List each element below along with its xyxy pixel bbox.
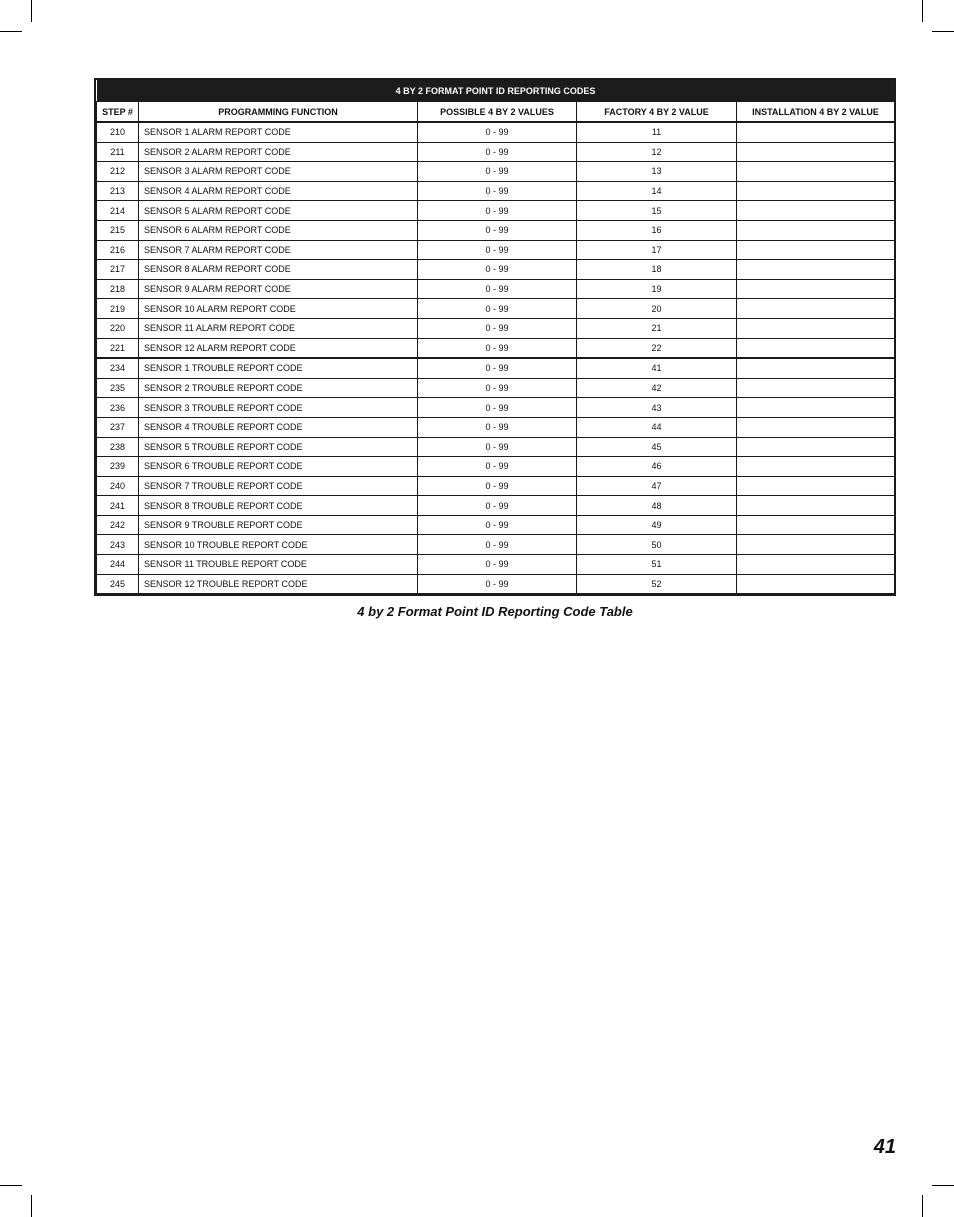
factory-value-cell: 14 bbox=[577, 181, 737, 201]
possible-values-cell: 0 - 99 bbox=[418, 142, 577, 162]
factory-value-cell: 48 bbox=[577, 496, 737, 516]
factory-value-cell: 18 bbox=[577, 260, 737, 280]
table-row bbox=[97, 457, 895, 477]
possible-values-cell: 0 - 99 bbox=[418, 515, 577, 535]
function-cell: SENSOR 7 ALARM REPORT CODE bbox=[139, 240, 418, 260]
step-cell: 245 bbox=[97, 574, 139, 594]
function-cell: SENSOR 8 ALARM REPORT CODE bbox=[139, 260, 418, 280]
installation-value-cell bbox=[737, 457, 895, 477]
table-row bbox=[97, 535, 895, 555]
function-cell: SENSOR 4 TROUBLE REPORT CODE bbox=[139, 417, 418, 437]
installation-value-cell bbox=[737, 260, 895, 280]
function-cell: SENSOR 5 ALARM REPORT CODE bbox=[139, 201, 418, 221]
factory-value-cell: 49 bbox=[577, 515, 737, 535]
function-cell: SENSOR 2 TROUBLE REPORT CODE bbox=[139, 378, 418, 398]
installation-value-cell bbox=[737, 496, 895, 516]
crop-mark bbox=[0, 1185, 22, 1186]
installation-value-cell bbox=[737, 162, 895, 182]
possible-values-cell: 0 - 99 bbox=[418, 378, 577, 398]
step-cell: 215 bbox=[97, 220, 139, 240]
table-row bbox=[97, 398, 895, 418]
function-cell: SENSOR 12 TROUBLE REPORT CODE bbox=[139, 574, 418, 594]
factory-value-cell: 43 bbox=[577, 398, 737, 418]
table-row bbox=[97, 220, 895, 240]
possible-values-cell: 0 - 99 bbox=[418, 457, 577, 477]
possible-values-cell: 0 - 99 bbox=[418, 240, 577, 260]
factory-value-cell: 17 bbox=[577, 240, 737, 260]
factory-value-cell: 50 bbox=[577, 535, 737, 555]
step-cell: 220 bbox=[97, 318, 139, 338]
installation-value-cell bbox=[737, 279, 895, 299]
possible-values-cell: 0 - 99 bbox=[418, 338, 577, 358]
function-cell: SENSOR 1 TROUBLE REPORT CODE bbox=[139, 358, 418, 378]
function-cell: SENSOR 6 ALARM REPORT CODE bbox=[139, 220, 418, 240]
function-cell: SENSOR 1 ALARM REPORT CODE bbox=[139, 122, 418, 142]
possible-values-cell: 0 - 99 bbox=[418, 181, 577, 201]
table-row bbox=[97, 122, 895, 142]
step-cell: 241 bbox=[97, 496, 139, 516]
function-cell: SENSOR 6 TROUBLE REPORT CODE bbox=[139, 457, 418, 477]
step-cell: 216 bbox=[97, 240, 139, 260]
step-cell: 234 bbox=[97, 358, 139, 378]
column-header-factory: FACTORY 4 BY 2 VALUE bbox=[577, 102, 737, 123]
table-row bbox=[97, 181, 895, 201]
factory-value-cell: 11 bbox=[577, 122, 737, 142]
installation-value-cell bbox=[737, 240, 895, 260]
factory-value-cell: 44 bbox=[577, 417, 737, 437]
installation-value-cell bbox=[737, 122, 895, 142]
crop-mark bbox=[932, 1185, 954, 1186]
crop-mark bbox=[0, 31, 22, 32]
factory-value-cell: 51 bbox=[577, 555, 737, 575]
installation-value-cell bbox=[737, 142, 895, 162]
possible-values-cell: 0 - 99 bbox=[418, 122, 577, 142]
factory-value-cell: 15 bbox=[577, 201, 737, 221]
possible-values-cell: 0 - 99 bbox=[418, 220, 577, 240]
possible-values-cell: 0 - 99 bbox=[418, 201, 577, 221]
table-row bbox=[97, 555, 895, 575]
step-cell: 213 bbox=[97, 181, 139, 201]
installation-value-cell bbox=[737, 476, 895, 496]
possible-values-cell: 0 - 99 bbox=[418, 555, 577, 575]
table-row bbox=[97, 437, 895, 457]
column-header-function: PROGRAMMING FUNCTION bbox=[139, 102, 418, 123]
possible-values-cell: 0 - 99 bbox=[418, 437, 577, 457]
column-header-installation: INSTALLATION 4 BY 2 VALUE bbox=[737, 102, 895, 123]
step-cell: 214 bbox=[97, 201, 139, 221]
installation-value-cell bbox=[737, 181, 895, 201]
crop-mark bbox=[922, 0, 923, 22]
possible-values-cell: 0 - 99 bbox=[418, 476, 577, 496]
step-cell: 211 bbox=[97, 142, 139, 162]
table-title: 4 BY 2 FORMAT POINT ID REPORTING CODES bbox=[97, 80, 895, 102]
installation-value-cell bbox=[737, 515, 895, 535]
crop-mark bbox=[932, 31, 954, 32]
function-cell: SENSOR 9 ALARM REPORT CODE bbox=[139, 279, 418, 299]
table-row bbox=[97, 574, 895, 594]
possible-values-cell: 0 - 99 bbox=[418, 535, 577, 555]
function-cell: SENSOR 3 ALARM REPORT CODE bbox=[139, 162, 418, 182]
step-cell: 244 bbox=[97, 555, 139, 575]
table-row bbox=[97, 279, 895, 299]
table-row bbox=[97, 338, 895, 358]
step-cell: 235 bbox=[97, 378, 139, 398]
step-cell: 237 bbox=[97, 417, 139, 437]
possible-values-cell: 0 - 99 bbox=[418, 398, 577, 418]
factory-value-cell: 19 bbox=[577, 279, 737, 299]
factory-value-cell: 20 bbox=[577, 299, 737, 319]
factory-value-cell: 41 bbox=[577, 358, 737, 378]
function-cell: SENSOR 7 TROUBLE REPORT CODE bbox=[139, 476, 418, 496]
table-row bbox=[97, 299, 895, 319]
factory-value-cell: 22 bbox=[577, 338, 737, 358]
step-cell: 217 bbox=[97, 260, 139, 280]
possible-values-cell: 0 - 99 bbox=[418, 417, 577, 437]
factory-value-cell: 52 bbox=[577, 574, 737, 594]
installation-value-cell bbox=[737, 338, 895, 358]
function-cell: SENSOR 2 ALARM REPORT CODE bbox=[139, 142, 418, 162]
crop-mark bbox=[922, 1195, 923, 1217]
step-cell: 212 bbox=[97, 162, 139, 182]
installation-value-cell bbox=[737, 398, 895, 418]
table-row bbox=[97, 417, 895, 437]
function-cell: SENSOR 12 ALARM REPORT CODE bbox=[139, 338, 418, 358]
installation-value-cell bbox=[737, 417, 895, 437]
installation-value-cell bbox=[737, 574, 895, 594]
table-row bbox=[97, 142, 895, 162]
installation-value-cell bbox=[737, 437, 895, 457]
table-body bbox=[97, 122, 895, 594]
possible-values-cell: 0 - 99 bbox=[418, 162, 577, 182]
installation-value-cell bbox=[737, 378, 895, 398]
factory-value-cell: 46 bbox=[577, 457, 737, 477]
installation-value-cell bbox=[737, 555, 895, 575]
table-row bbox=[97, 358, 895, 378]
step-cell: 238 bbox=[97, 437, 139, 457]
table-caption: 4 by 2 Format Point ID Reporting Code Table bbox=[357, 604, 633, 619]
factory-value-cell: 16 bbox=[577, 220, 737, 240]
factory-value-cell: 21 bbox=[577, 318, 737, 338]
table-row bbox=[97, 476, 895, 496]
function-cell: SENSOR 11 TROUBLE REPORT CODE bbox=[139, 555, 418, 575]
factory-value-cell: 42 bbox=[577, 378, 737, 398]
table-row bbox=[97, 496, 895, 516]
installation-value-cell bbox=[737, 318, 895, 338]
step-cell: 219 bbox=[97, 299, 139, 319]
reporting-codes-table bbox=[94, 78, 896, 596]
possible-values-cell: 0 - 99 bbox=[418, 260, 577, 280]
possible-values-cell: 0 - 99 bbox=[418, 299, 577, 319]
installation-value-cell bbox=[737, 299, 895, 319]
function-cell: SENSOR 4 ALARM REPORT CODE bbox=[139, 181, 418, 201]
step-cell: 242 bbox=[97, 515, 139, 535]
crop-mark bbox=[31, 1195, 32, 1217]
installation-value-cell bbox=[737, 535, 895, 555]
table-row bbox=[97, 162, 895, 182]
step-cell: 210 bbox=[97, 122, 139, 142]
step-cell: 221 bbox=[97, 338, 139, 358]
step-cell: 218 bbox=[97, 279, 139, 299]
function-cell: SENSOR 8 TROUBLE REPORT CODE bbox=[139, 496, 418, 516]
function-cell: SENSOR 9 TROUBLE REPORT CODE bbox=[139, 515, 418, 535]
column-header-possible: POSSIBLE 4 BY 2 VALUES bbox=[418, 102, 577, 123]
function-cell: SENSOR 5 TROUBLE REPORT CODE bbox=[139, 437, 418, 457]
function-cell: SENSOR 10 TROUBLE REPORT CODE bbox=[139, 535, 418, 555]
table-row bbox=[97, 515, 895, 535]
factory-value-cell: 45 bbox=[577, 437, 737, 457]
step-cell: 240 bbox=[97, 476, 139, 496]
installation-value-cell bbox=[737, 201, 895, 221]
function-cell: SENSOR 3 TROUBLE REPORT CODE bbox=[139, 398, 418, 418]
table-row bbox=[97, 240, 895, 260]
step-cell: 236 bbox=[97, 398, 139, 418]
table-row bbox=[97, 201, 895, 221]
crop-mark bbox=[31, 0, 32, 22]
step-cell: 239 bbox=[97, 457, 139, 477]
function-cell: SENSOR 10 ALARM REPORT CODE bbox=[139, 299, 418, 319]
table-row bbox=[97, 260, 895, 280]
table-row bbox=[97, 318, 895, 338]
installation-value-cell bbox=[737, 220, 895, 240]
installation-value-cell bbox=[737, 358, 895, 378]
step-cell: 243 bbox=[97, 535, 139, 555]
page-number: 41 bbox=[873, 1136, 896, 1158]
factory-value-cell: 47 bbox=[577, 476, 737, 496]
table-row bbox=[97, 378, 895, 398]
column-header-step: STEP # bbox=[97, 102, 139, 123]
factory-value-cell: 13 bbox=[577, 162, 737, 182]
possible-values-cell: 0 - 99 bbox=[418, 358, 577, 378]
function-cell: SENSOR 11 ALARM REPORT CODE bbox=[139, 318, 418, 338]
possible-values-cell: 0 - 99 bbox=[418, 279, 577, 299]
possible-values-cell: 0 - 99 bbox=[418, 496, 577, 516]
possible-values-cell: 0 - 99 bbox=[418, 318, 577, 338]
possible-values-cell: 0 - 99 bbox=[418, 574, 577, 594]
factory-value-cell: 12 bbox=[577, 142, 737, 162]
